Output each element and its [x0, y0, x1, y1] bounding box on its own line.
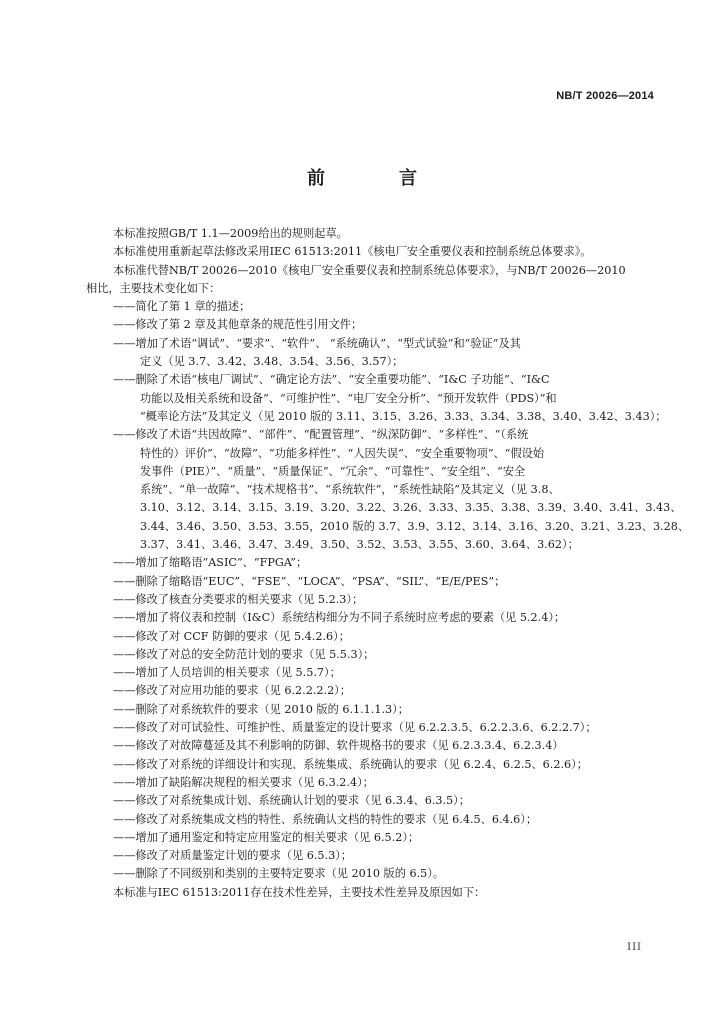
list-item: ——修改了第 2 章及其他章条的规范性引用文件； — [113, 318, 363, 332]
list-item-continuation: “概率论方法”及其定义（见 2010 版的 3.11、3.15、3.26、3.33、3.34、3.38、3.40、3.42、3.43）； — [140, 409, 667, 423]
list-item: ——修改了对质量鉴定计划的要求（见 6.5.3）； — [113, 849, 352, 863]
paragraph-line: 本标准代替NB/T 20026—2010《核电厂安全重要仪表和控制系统总体要求》，与NB/T 20026—2010 — [113, 263, 626, 277]
list-item: ——增加了术语“调试”、“要求”、“软件”、 “系统确认”、“型式试验”和“验证”及其 — [113, 336, 521, 350]
paragraph-line: 本标准与IEC 61513:2011存在技术性差异，主要技术性差异及原因如下： — [113, 885, 486, 899]
list-item-continuation: 3.44、3.46、3.50、3.53、3.55，2010 版的 3.7、3.9、3.12、3.14、3.16、3.20、3.21、3.23、3.28、 — [140, 519, 690, 533]
list-item: ——删除了不同级别和类别的主要特定要求（见 2010 版的 6.5）。 — [113, 867, 445, 881]
list-item-continuation: 系统”、“单一故障”、“技术规格书”、“系统软件”，“系统性缺陷”及其定义（见 3.8、 — [140, 483, 560, 497]
list-item: ——修改了对系统集成计划、系统确认计划的要求（见 6.3.4、6.3.5）； — [113, 794, 470, 808]
list-item-continuation: 定义（见 3.7、3.42、3.48、3.54、3.56、3.57）； — [140, 355, 404, 369]
list-item: ——增加了人员培训的相关要求（见 5.5.7）； — [113, 666, 341, 680]
list-item-continuation: 3.10、3.12、3.14、3.15、3.19、3.20、3.22、3.26、3.33、3.35、3.38、3.39、3.40、3.41、3.43、 — [140, 501, 682, 515]
list-item: ——简化了第 1 章的描述； — [113, 300, 251, 314]
list-item: ——修改了对系统的详细设计和实现、系统集成、系统确认的要求（见 6.2.4、6.2.5、6.2.6）； — [113, 757, 588, 771]
list-item-continuation: 发事件（PIE）”、“质量”、“质量保证”、“冗余”、“可靠性”、“安全组”、“安全 — [140, 464, 526, 478]
list-item: ——删除了缩略语“EUC”、“FSE”、“LOCA”、“PSA”、“SIL”、“E/E/PES”； — [113, 574, 506, 588]
list-item: ——修改了对故障蔓延及其不利影响的防御、软件规格书的要求（见 6.2.3.3.4、6.2.3.4） — [113, 739, 564, 753]
paragraph-line: 本标准使用重新起草法修改采用IEC 61513:2011《核电厂安全重要仪表和控制系统总体要求》。 — [113, 245, 592, 259]
list-item: ——修改了术语“共因故障”、“部件”、“配置管理”、“纵深防御”、“多样性”、“（系统 — [113, 428, 529, 442]
list-item: ——修改了对总的安全防范计划的要求（见 5.5.3）； — [113, 647, 375, 661]
list-item: ——修改了对可试验性、可维护性、质量鉴定的设计要求（见 6.2.2.3.5、6.2.2.3.6、6.2.2.7）； — [113, 721, 597, 735]
list-item: ——删除了术语“核电厂调试”、“确定论方法”、“安全重要功能”、“I&C 子功能”、“I&C — [113, 373, 550, 387]
standard-code: NB/T 20026—2014 — [556, 90, 654, 102]
list-item: ——修改了对系统集成文档的特性、系统确认文档的特性的要求（见 6.4.5、6.4.6）； — [113, 812, 538, 826]
list-item-continuation: 功能以及相关系统和设备”、“可维护性”、“电厂安全分析”、“预开发软件（PDS）”和 — [140, 391, 557, 405]
paragraph-line: 本标准按照GB/T 1.1—2009给出的规则起草。 — [113, 227, 348, 240]
list-item: ——删除了对系统软件的要求（见 2010 版的 6.1.1.1.3）； — [113, 702, 409, 716]
list-item: ——修改了对应用功能的要求（见 6.2.2.2.2）； — [113, 684, 351, 698]
list-item: ——增加了缩略语“ASIC”、“FPGA”； — [113, 556, 308, 570]
list-item-continuation: 3.37、3.41、3.46、3.47、3.49、3.50、3.52、3.53、3.55、3.60、3.64、3.62）； — [140, 538, 579, 552]
list-item: ——增加了通用鉴定和特定应用鉴定的相关要求（见 6.5.2）； — [113, 830, 420, 844]
list-item: ——修改了对 CCF 防御的要求（见 5.4.2.6）； — [113, 629, 350, 643]
page-title: 前 言 — [307, 168, 445, 189]
page-number: III — [627, 942, 642, 953]
document-body — [86, 225, 690, 902]
list-item: ——修改了核查分类要求的相关要求（见 5.2.3）； — [113, 592, 364, 606]
list-item: ——增加了缺陷解决规程的相关要求（见 6.3.2.4）； — [113, 775, 374, 789]
paragraph-line: 相比，主要技术变化如下： — [86, 281, 221, 295]
list-item-continuation: 特性的）评价”、“故障”、“功能多样性”、“人因失误”、“安全重要物项”、“假设始 — [140, 446, 545, 460]
list-item: ——增加了将仪表和控制（I&C）系统结构细分为不同子系统时应考虑的要素（见 5.2.4）； — [113, 611, 566, 625]
